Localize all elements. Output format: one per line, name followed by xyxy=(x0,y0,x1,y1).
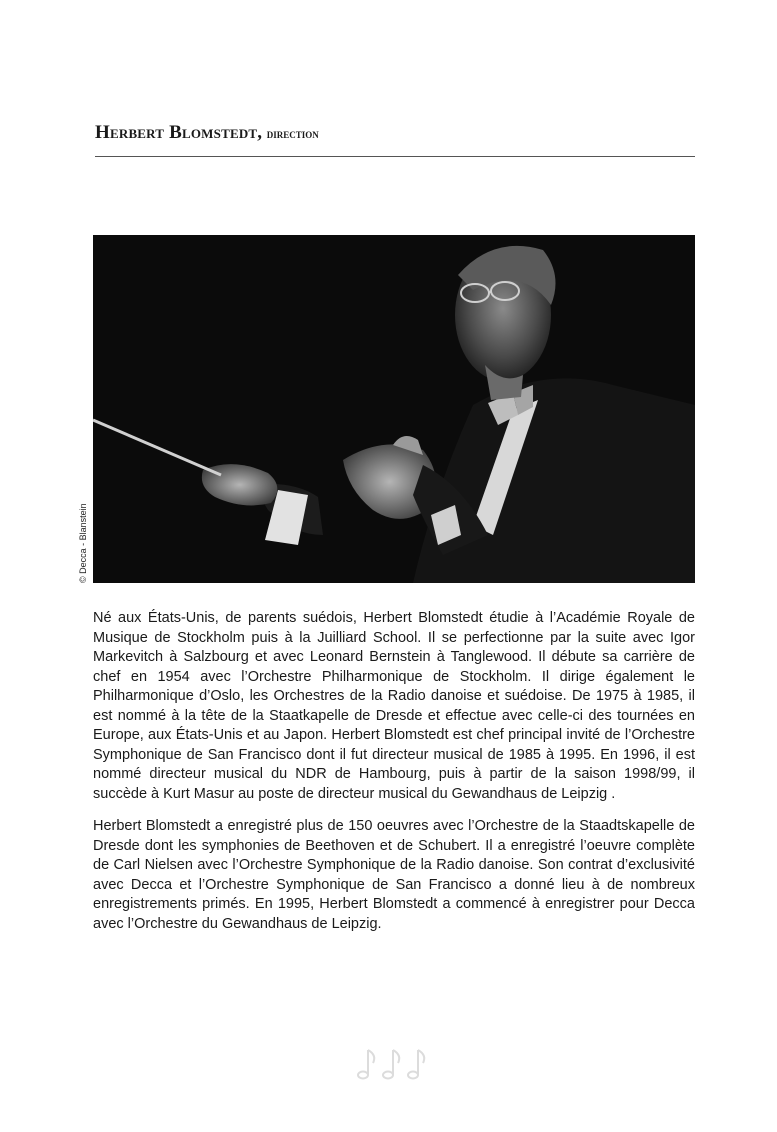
biography-paragraph-1: Né aux États-Unis, de parents suédois, Herbert Blomstedt étudie à l’Académie Royale de Musique de Stockholm puis à la Juilliard School. Il se perfectionne par la suite avec Igor Markevitch à Salzbourg et avec Leonard Bernstein à Tanglewood. Il débute sa carrière de chef en 1954 avec l’Orchestre Philharmonique de Stockholm. Il dirige également le Philharmonique d’Oslo, les Orchestres de la Radio danoise et suédoise. De 1975 à 1985, il est nommé à la tête de la Staatkapelle de Dresde et effectue avec celle-ci des tournées en Europe, aux États-Unis et au Japon. Herbert Blomstedt est chef principal invité de l’Orchestre Symphonique de San Francisco dont il fut directeur musical de 1985 à 1995. En 1996, il est nommé directeur musical du NDR de Hambourg, puis à partir de la saison 1998/99, il succède à Kurt Masur au poste de directeur musical du Gewandhaus de Leipzig . xyxy=(93,610,695,802)
conductor-photo xyxy=(93,235,695,583)
conductor-name: Herbert Blomstedt, xyxy=(95,122,263,143)
conductor-role: direction xyxy=(266,126,319,141)
conductor-photo-drawing xyxy=(93,235,695,583)
page-header xyxy=(95,122,695,157)
photo-credit: © Decca - Blanstein xyxy=(78,503,88,583)
biography-text xyxy=(93,609,695,947)
biography-paragraph-2: Herbert Blomstedt a enregistré plus de 150 oeuvres avec l’Orchestre de la Staadtskapelle de Dresde dont les symphonies de Beethoven et de Schubert. Il a enregistré l’oeuvre complète de Carl Nielsen avec l’Orchestre Symphonique de la Radio danoise. Son contrat d’exclusivité avec Decca et l’Orchestre Symphonique de San Francisco a donné lieu à de nombreux enregistrements primés. En 1995, Herbert Blomstedt a commencé à enregistrer pour Decca avec l’Orchestre du Gewandhaus de Leipzig. xyxy=(93,818,695,932)
music-notes-ornament-icon xyxy=(353,1045,433,1085)
